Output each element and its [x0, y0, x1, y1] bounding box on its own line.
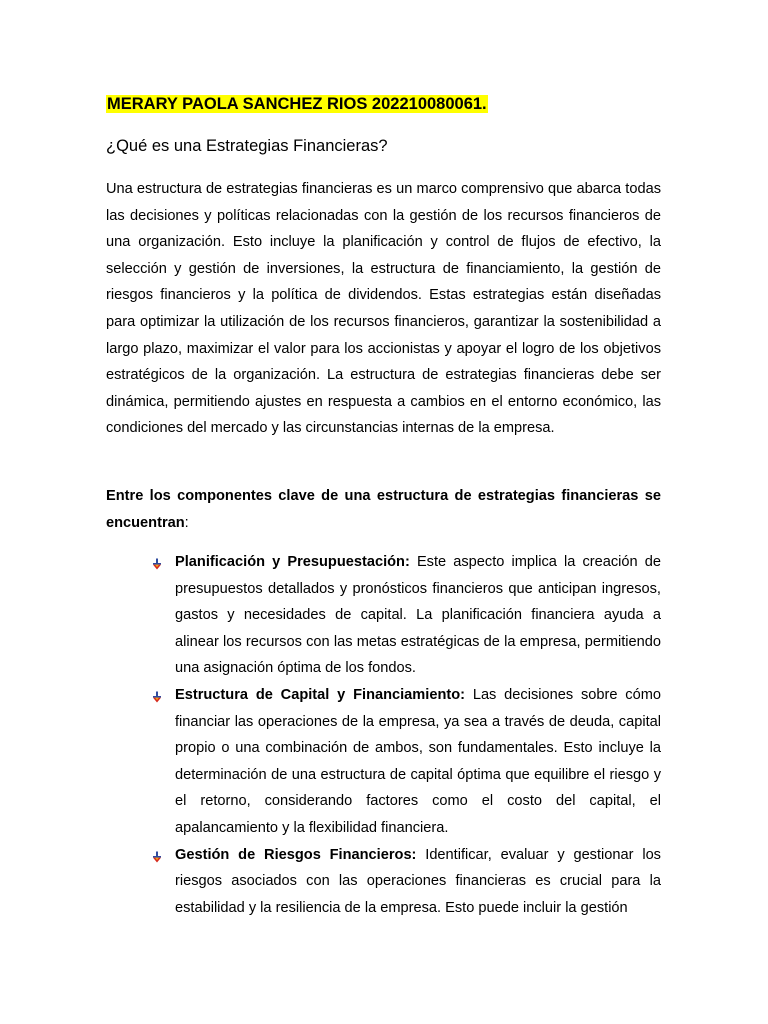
component-term: Planificación y Presupuestación: [175, 554, 410, 570]
component-text: Este aspecto implica la creación de presupuestos detallados y pronósticos financieros que anticipan ingresos, gastos y necesidades de capital. La planificación financiera ayuda a alinear los recursos con las metas estratégicas de la empresa, permitiendo una asignación óptima de los fondos. [175, 554, 661, 677]
list-item [175, 842, 661, 922]
component-term: Gestión de Riesgos Financieros: [175, 846, 417, 863]
component-text: Las decisiones sobre cómo financiar las operaciones de la empresa, ya sea a través de deuda, capital propio o una combinación de ambos, son fundamentales. Esto incluye la determinación de una estructura de capital óptima que equilibre el riesgo y el retorno, considerando factores como el costo del capital, el apalancamiento y la flexibilidad financiera. [175, 686, 661, 836]
bullet-arrow-icon [151, 558, 163, 570]
list-item [175, 549, 661, 682]
list-item [175, 682, 661, 842]
component-term: Estructura de Capital y Financiamiento: [175, 686, 465, 703]
author-highlight: MERARY PAOLA SANCHEZ RIOS 202210080061. [107, 95, 487, 113]
components-list [175, 549, 661, 921]
components-lead [106, 483, 661, 536]
intro-paragraph: Una estructura de estrategias financieras es un marco comprensivo que abarca todas las decisiones y políticas relacionadas con la gestión de los recursos financieros de una organización. Esto incluye la planificación y control de flujos de efectivo, la selección y gestión de inversiones, la estructura de financiamiento, la gestión de riesgos financieros y la política de dividendos. Estas estrategias están diseñadas para optimizar la utilización de los recursos financieros, garantizar la sostenibilidad a largo plazo, maximizar el valor para los accionistas y apoyar el logro de los objetivos estratégicos de la organización. La estructura de estrategias financieras debe ser dinámica, permitiendo ajustes en respuesta a cambios en el entorno económico, las condiciones del mercado y las circunstancias internas de la empresa. [106, 181, 661, 437]
bullet-arrow-icon [151, 691, 163, 703]
component-text: Identificar, evaluar y gestionar los riesgos asociados con las operaciones financieras es crucial para la estabilidad y la resiliencia de la empresa. Esto puede incluir la gestión [175, 846, 661, 916]
bullet-arrow-icon [151, 851, 163, 863]
question-heading: ¿Qué es una Estrategias Financieras? [106, 137, 388, 155]
components-lead-colon: : [184, 514, 189, 531]
components-lead-text: Entre los componentes clave de una estructura de estrategias financieras se encuentran [106, 488, 661, 531]
author-line [106, 92, 488, 116]
